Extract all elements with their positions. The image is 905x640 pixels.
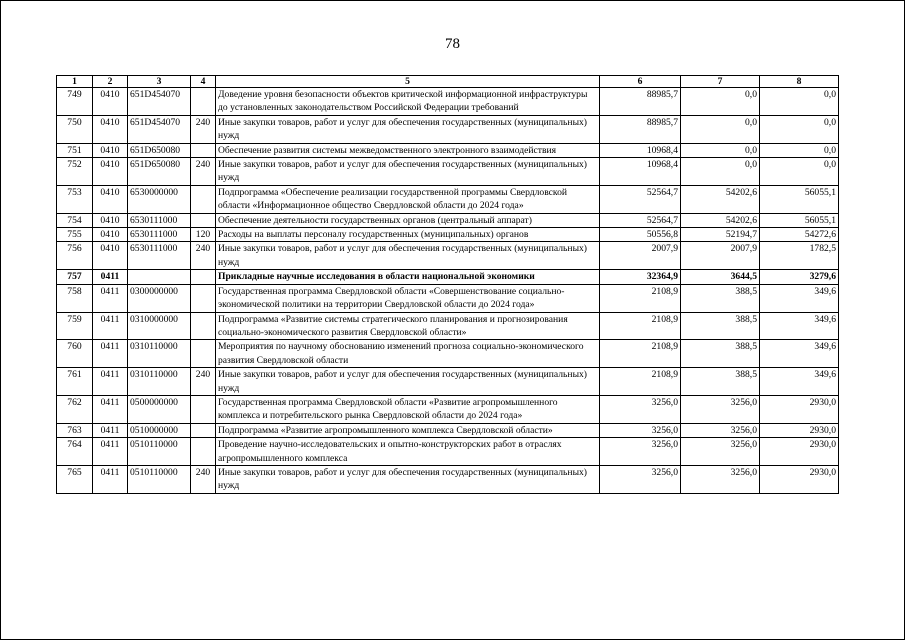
- amount-col-7: 388,5: [681, 284, 760, 312]
- row-number: 749: [57, 88, 93, 116]
- expense-type-code: [191, 312, 216, 340]
- amount-col-7: 3256,0: [681, 438, 760, 466]
- row-number: 755: [57, 228, 93, 242]
- amount-col-6: 2007,9: [600, 242, 681, 270]
- table-row: [57, 213, 839, 227]
- expense-type-code: [191, 185, 216, 213]
- budget-table: [56, 75, 839, 494]
- item-name: Иные закупки товаров, работ и услуг для обеспечения государственных (муниципальных) нужд: [216, 465, 600, 493]
- section-code: 0410: [93, 88, 128, 116]
- amount-col-8: 2930,0: [760, 438, 839, 466]
- section-code: 0411: [93, 312, 128, 340]
- expense-type-code: [191, 284, 216, 312]
- row-number: 761: [57, 368, 93, 396]
- section-code: 0410: [93, 158, 128, 186]
- item-name: Иные закупки товаров, работ и услуг для обеспечения государственных (муниципальных) нужд: [216, 158, 600, 186]
- amount-col-6: 10968,4: [600, 158, 681, 186]
- row-number: 753: [57, 185, 93, 213]
- amount-col-8: 1782,5: [760, 242, 839, 270]
- amount-col-7: 388,5: [681, 340, 760, 368]
- item-name: Иные закупки товаров, работ и услуг для обеспечения государственных (муниципальных) нужд: [216, 115, 600, 143]
- column-header: 2: [93, 76, 128, 88]
- expense-type-code: 240: [191, 158, 216, 186]
- table-row: [57, 368, 839, 396]
- row-number: 750: [57, 115, 93, 143]
- section-code: 0410: [93, 228, 128, 242]
- column-header: 3: [128, 76, 191, 88]
- row-number: 762: [57, 395, 93, 423]
- amount-col-8: 349,6: [760, 368, 839, 396]
- table-row: [57, 185, 839, 213]
- amount-col-7: 3256,0: [681, 423, 760, 437]
- item-name: Обеспечение деятельности государственных органов (центральный аппарат): [216, 213, 600, 227]
- item-name: Иные закупки товаров, работ и услуг для обеспечения государственных (муниципальных) нужд: [216, 242, 600, 270]
- amount-col-7: 0,0: [681, 158, 760, 186]
- row-number: 764: [57, 438, 93, 466]
- amount-col-7: 388,5: [681, 368, 760, 396]
- item-name: Подпрограмма «Развитие системы стратегического планирования и прогнозирования социально-экономического развития Свердловской области»: [216, 312, 600, 340]
- table-row: [57, 465, 839, 493]
- column-header: 8: [760, 76, 839, 88]
- amount-col-6: 3256,0: [600, 395, 681, 423]
- section-code: 0411: [93, 340, 128, 368]
- item-name: Проведение научно-исследовательских и опытно-конструкторских работ в отраслях агропромышленного комплекса: [216, 438, 600, 466]
- row-number: 759: [57, 312, 93, 340]
- row-number: 751: [57, 143, 93, 157]
- item-name: Доведение уровня безопасности объектов критической информационной инфраструктуры до установленных законодательством Российской Федерации требований: [216, 88, 600, 116]
- amount-col-6: 88985,7: [600, 88, 681, 116]
- table-row: [57, 438, 839, 466]
- expense-type-code: [191, 88, 216, 116]
- row-number: 758: [57, 284, 93, 312]
- section-code: 0411: [93, 465, 128, 493]
- amount-col-8: 0,0: [760, 115, 839, 143]
- amount-col-7: 0,0: [681, 88, 760, 116]
- table-body: [57, 88, 839, 494]
- expense-type-code: [191, 423, 216, 437]
- target-article-code: 6530000000: [128, 185, 191, 213]
- item-name: Государственная программа Свердловской области «Совершенствование социально-экономической политики на территории Свердловской области до 2024 года»: [216, 284, 600, 312]
- target-article-code: 6530111000: [128, 228, 191, 242]
- amount-col-7: 54202,6: [681, 213, 760, 227]
- expense-type-code: 240: [191, 368, 216, 396]
- page-number: 78: [445, 36, 460, 52]
- target-article-code: 0510110000: [128, 465, 191, 493]
- amount-col-7: 388,5: [681, 312, 760, 340]
- section-code: 0411: [93, 438, 128, 466]
- section-code: 0410: [93, 242, 128, 270]
- expense-type-code: 240: [191, 242, 216, 270]
- item-name: Государственная программа Свердловской области «Развитие агропромышленного комплекса и потребительского рынка Свердловской области до 2024 года»: [216, 395, 600, 423]
- target-article-code: 0500000000: [128, 395, 191, 423]
- expense-type-code: [191, 438, 216, 466]
- amount-col-6: 3256,0: [600, 423, 681, 437]
- target-article-code: 6530111000: [128, 213, 191, 227]
- target-article-code: 0310110000: [128, 340, 191, 368]
- amount-col-7: 54202,6: [681, 185, 760, 213]
- amount-col-7: 0,0: [681, 115, 760, 143]
- amount-col-6: 88985,7: [600, 115, 681, 143]
- amount-col-7: 0,0: [681, 143, 760, 157]
- amount-col-8: 54272,6: [760, 228, 839, 242]
- header-row: [57, 76, 839, 88]
- amount-col-8: 349,6: [760, 340, 839, 368]
- amount-col-6: 2108,9: [600, 312, 681, 340]
- amount-col-8: 349,6: [760, 284, 839, 312]
- expense-type-code: [191, 270, 216, 284]
- table-row: [57, 423, 839, 437]
- row-number: 757: [57, 270, 93, 284]
- table-row: [57, 228, 839, 242]
- section-code: 0411: [93, 423, 128, 437]
- column-header: 1: [57, 76, 93, 88]
- amount-col-8: 349,6: [760, 312, 839, 340]
- amount-col-8: 2930,0: [760, 423, 839, 437]
- amount-col-8: 56055,1: [760, 185, 839, 213]
- column-header: 5: [216, 76, 600, 88]
- section-code: 0410: [93, 213, 128, 227]
- table-row: [57, 395, 839, 423]
- amount-col-7: 2007,9: [681, 242, 760, 270]
- amount-col-6: 52564,7: [600, 213, 681, 227]
- amount-col-8: 2930,0: [760, 465, 839, 493]
- table-row: [57, 242, 839, 270]
- table-row: [57, 143, 839, 157]
- target-article-code: 0510000000: [128, 423, 191, 437]
- expense-type-code: [191, 395, 216, 423]
- target-article-code: 0300000000: [128, 284, 191, 312]
- item-name: Прикладные научные исследования в области национальной экономики: [216, 270, 600, 284]
- amount-col-6: 2108,9: [600, 340, 681, 368]
- amount-col-6: 2108,9: [600, 284, 681, 312]
- expense-type-code: [191, 213, 216, 227]
- target-article-code: 6530111000: [128, 242, 191, 270]
- amount-col-7: 52194,7: [681, 228, 760, 242]
- section-code: 0410: [93, 185, 128, 213]
- amount-col-6: 10968,4: [600, 143, 681, 157]
- target-article-code: 651D650080: [128, 143, 191, 157]
- expense-type-code: 240: [191, 465, 216, 493]
- amount-col-6: 2108,9: [600, 368, 681, 396]
- target-article-code: 0510110000: [128, 438, 191, 466]
- amount-col-7: 3644,5: [681, 270, 760, 284]
- row-number: 765: [57, 465, 93, 493]
- target-article-code: [128, 270, 191, 284]
- target-article-code: 651D454070: [128, 115, 191, 143]
- row-number: 760: [57, 340, 93, 368]
- item-name: Иные закупки товаров, работ и услуг для обеспечения государственных (муниципальных) нужд: [216, 368, 600, 396]
- column-header: 7: [681, 76, 760, 88]
- section-code: 0411: [93, 270, 128, 284]
- section-code: 0411: [93, 284, 128, 312]
- amount-col-8: 0,0: [760, 143, 839, 157]
- target-article-code: 651D650080: [128, 158, 191, 186]
- target-article-code: 0310110000: [128, 368, 191, 396]
- table-row: [57, 340, 839, 368]
- section-code: 0411: [93, 395, 128, 423]
- row-number: 763: [57, 423, 93, 437]
- row-number: 756: [57, 242, 93, 270]
- amount-col-8: 56055,1: [760, 213, 839, 227]
- amount-col-8: 0,0: [760, 158, 839, 186]
- item-name: Расходы на выплаты персоналу государственных (муниципальных) органов: [216, 228, 600, 242]
- expense-type-code: [191, 340, 216, 368]
- expense-type-code: 240: [191, 115, 216, 143]
- table-row: [57, 284, 839, 312]
- section-code: 0410: [93, 115, 128, 143]
- amount-col-6: 3256,0: [600, 438, 681, 466]
- item-name: Подпрограмма «Развитие агропромышленного комплекса Свердловской области»: [216, 423, 600, 437]
- expense-type-code: 120: [191, 228, 216, 242]
- row-number: 754: [57, 213, 93, 227]
- amount-col-7: 3256,0: [681, 465, 760, 493]
- row-number: 752: [57, 158, 93, 186]
- target-article-code: 0310000000: [128, 312, 191, 340]
- amount-col-6: 52564,7: [600, 185, 681, 213]
- section-code: 0411: [93, 368, 128, 396]
- expense-type-code: [191, 143, 216, 157]
- target-article-code: 651D454070: [128, 88, 191, 116]
- table-row: [57, 270, 839, 284]
- item-name: Мероприятия по научному обоснованию изменений прогноза социально-экономического развития Свердловской области: [216, 340, 600, 368]
- column-header: 6: [600, 76, 681, 88]
- amount-col-6: 50556,8: [600, 228, 681, 242]
- table-row: [57, 115, 839, 143]
- amount-col-8: 2930,0: [760, 395, 839, 423]
- amount-col-6: 3256,0: [600, 465, 681, 493]
- table-row: [57, 158, 839, 186]
- item-name: Подпрограмма «Обеспечение реализации государственной программы Свердловской области «Информационное общество Свердловской области до 2024 года»: [216, 185, 600, 213]
- amount-col-7: 3256,0: [681, 395, 760, 423]
- section-code: 0410: [93, 143, 128, 157]
- table-row: [57, 312, 839, 340]
- amount-col-6: 32364,9: [600, 270, 681, 284]
- amount-col-8: 3279,6: [760, 270, 839, 284]
- column-header: 4: [191, 76, 216, 88]
- table-row: [57, 88, 839, 116]
- item-name: Обеспечение развития системы межведомственного электронного взаимодействия: [216, 143, 600, 157]
- amount-col-8: 0,0: [760, 88, 839, 116]
